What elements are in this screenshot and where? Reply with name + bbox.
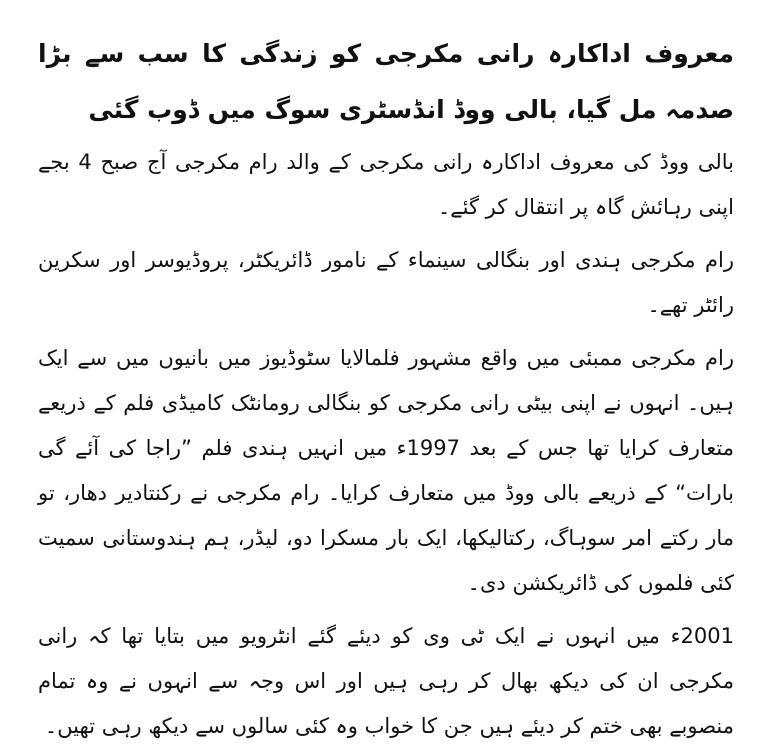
article-headline: معروف اداکارہ رانی مکرجی کو زندگی کا سب سے بڑا صدمہ مل گیا، بالی ووڈ انڈسٹری سوگ میں ڈوب گئی <box>38 39 734 124</box>
article-paragraph: بالی ووڈ کی معروف اداکارہ رانی مکرجی کے والد رام مکرجی آج صبح 4 بجے اپنی رہائش گاہ پر انتقال کر گئے۔ <box>38 150 734 219</box>
article-paragraph: رام مکرجی ہندی اور بنگالی سینماء کے نامور ڈائریکٹر، پروڈیوسر اور سکرین رائٹر تھے۔ <box>38 248 734 317</box>
article-paragraph: رام مکرجی ممبئی میں واقع مشہور فلمالایا سٹوڈیوز میں بانیوں میں سے ایک ہیں۔ انہوں نے اپنی بیٹی رانی مکرجی کو بنگالی رومانٹک کامیڈی فلم کے ذریعے متعارف کرایا تھا جس کے بعد 1997ء میں انہیں ہندی فلم ”راجا کی آئے گی بارات“ کے ذریعے بالی ووڈ میں متعارف کرایا۔ رام مکرجی نے رکنتادیر دھار، تو مار رکتے امر سوہاگ، رکتالیکھا، ایک بار مسکرا دو، لیڈر، ہم ہندوستانی سمیت کئی فلموں کی ڈائریکشن دی۔ <box>38 346 734 595</box>
article-paragraph: 2001ء میں انہوں نے ایک ٹی وی کو دیئے گئے انٹرویو میں بتایا تھا کہ رانی مکرجی ان کی دیکھ بھال کر رہی ہیں اور اس وجہ سے انہوں نے وہ تمام منصوبے بھی ختم کر دیئے ہیں جن کا خواب وہ کئی سالوں سے دیکھ رہی تھیں۔ <box>38 624 734 738</box>
